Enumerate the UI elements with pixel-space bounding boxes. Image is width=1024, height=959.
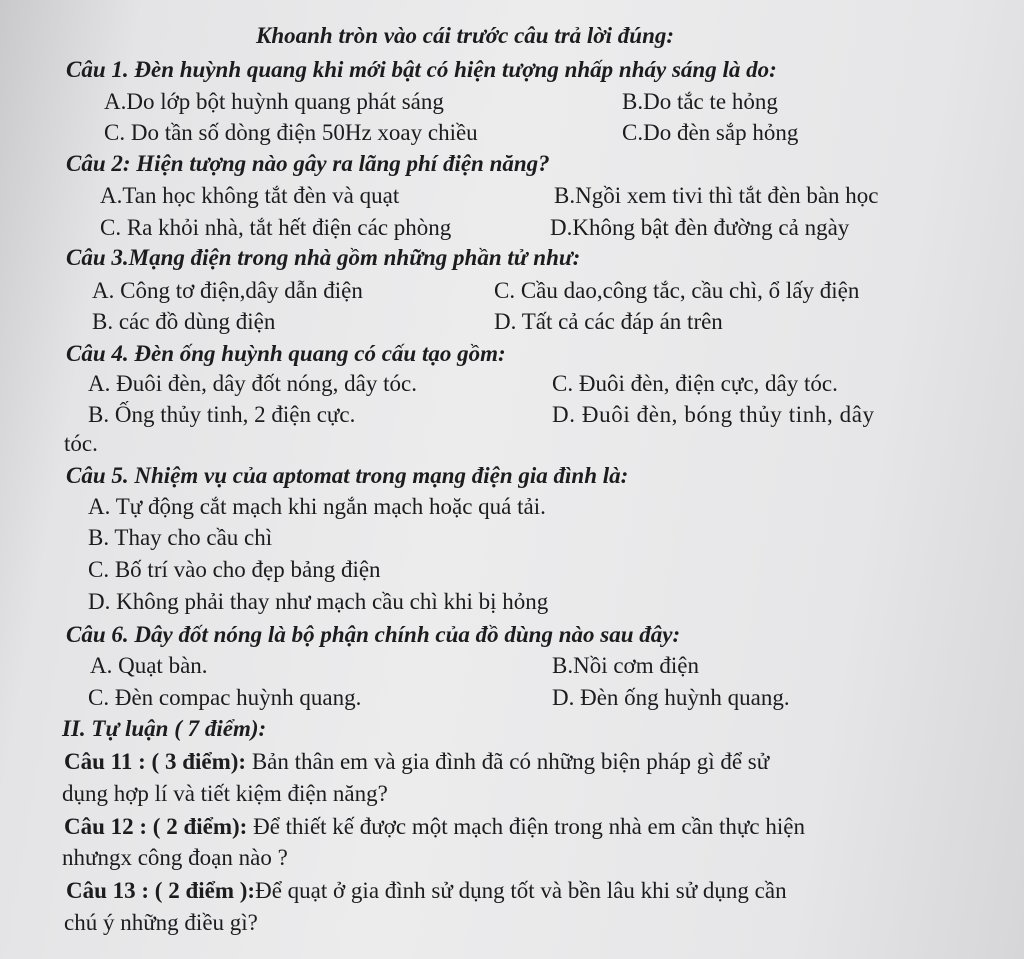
q2-option-b: B.Ngồi xem tivi thì tắt đèn bàn học [554,183,879,208]
question-3: Câu 3.Mạng điện trong nhà gồm những phần tử như: [66,245,581,270]
essay-question-12-text: Để thiết kế được một mạch điện trong nhà em cần thực hiện [247,814,805,839]
q5-option-a: A. Tự động cắt mạch khi ngắn mạch hoặc quá tải. [88,494,546,519]
essay-question-13 [66,877,787,905]
q1-option-a: A.Do lớp bột huỳnh quang phát sáng [104,89,444,114]
q4-option-c: C. Đuôi đèn, điện cực, dây tóc. [552,371,838,396]
essay-question-13-label: Câu 13 : ( 2 điểm ): [66,878,256,903]
q5-option-b: B. Thay cho cầu chì [88,525,273,550]
essay-question-13-text: Để quạt ở gia đình sử dụng tốt và bền lâu khi sử dụng cần [255,878,787,903]
question-5: Câu 5. Nhiệm vụ của aptomat trong mạng điện gia đình là: [66,463,629,488]
q1-option-d: C.Do đèn sắp hỏng [622,120,799,145]
essay-question-11 [64,748,769,776]
q6-option-c: C. Đèn compac huỳnh quang. [88,685,362,710]
question-2: Câu 2: Hiện tượng nào gây ra lãng phí điện năng? [66,151,550,176]
q5-option-d: D. Không phải thay như mạch cầu chì khi bị hỏng [88,589,549,614]
q3-option-c: C. Cầu dao,công tắc, cầu chì, ổ lấy điện [494,278,860,303]
essay-question-13-cont: chú ý những điều gì? [64,910,258,935]
essay-question-12 [64,813,805,841]
q4-option-d-continuation: tóc. [64,431,98,456]
q5-option-c: C. Bố trí vào cho đẹp bảng điện [88,557,381,582]
q4-option-d: D. Đuôi đèn, bóng thủy tinh, dây [552,402,875,427]
essay-question-12-label: Câu 12 : ( 2 điểm): [64,814,248,839]
q1-option-c: C. Do tần số dòng điện 50Hz xoay chiều [104,120,478,145]
question-6: Câu 6. Dây đốt nóng là bộ phận chính của đồ dùng nào sau đây: [66,622,681,647]
q2-option-d: D.Không bật đèn đường cả ngày [550,215,850,240]
q2-option-c: C. Ra khỏi nhà, tắt hết điện các phòng [100,215,452,240]
q6-option-d: D. Đèn ống huỳnh quang. [552,685,790,710]
question-4: Câu 4. Đèn ống huỳnh quang có cấu tạo gồm: [66,341,506,366]
essay-question-11-label: Câu 11 : ( 3 điểm): [64,749,247,774]
q3-option-a: A. Công tơ điện,dây dẫn điện [92,278,363,303]
essay-question-12-cont: nhưngx công đoạn nào ? [62,845,288,870]
question-1: Câu 1. Đèn huỳnh quang khi mới bật có hiện tượng nhấp nháy sáng là do: [66,57,777,82]
essay-section-heading: II. Tự luận ( 7 điểm): [62,716,267,741]
essay-question-11-text: Bản thân em và gia đình đã có những biện pháp gì để sử [246,749,770,774]
q6-option-b: B.Nồi cơm điện [552,653,699,678]
q1-option-b: B.Do tắc te hỏng [622,89,778,114]
q6-option-a: A. Quạt bàn. [90,653,208,678]
page-title: Khoanh tròn vào cái trước câu trả lời đúng: [256,23,675,48]
q4-option-a: A. Đuôi đèn, dây đốt nóng, dây tóc. [88,371,417,396]
q2-option-a: A.Tan học không tắt đèn và quạt [100,183,400,208]
essay-question-11-cont: dụng hợp lí và tiết kiệm điện năng? [62,781,388,806]
q4-option-b: B. Ống thủy tinh, 2 điện cực. [88,402,356,427]
q3-option-b: B. các đồ dùng điện [92,309,276,334]
q3-option-d: D. Tất cả các đáp án trên [494,309,723,334]
